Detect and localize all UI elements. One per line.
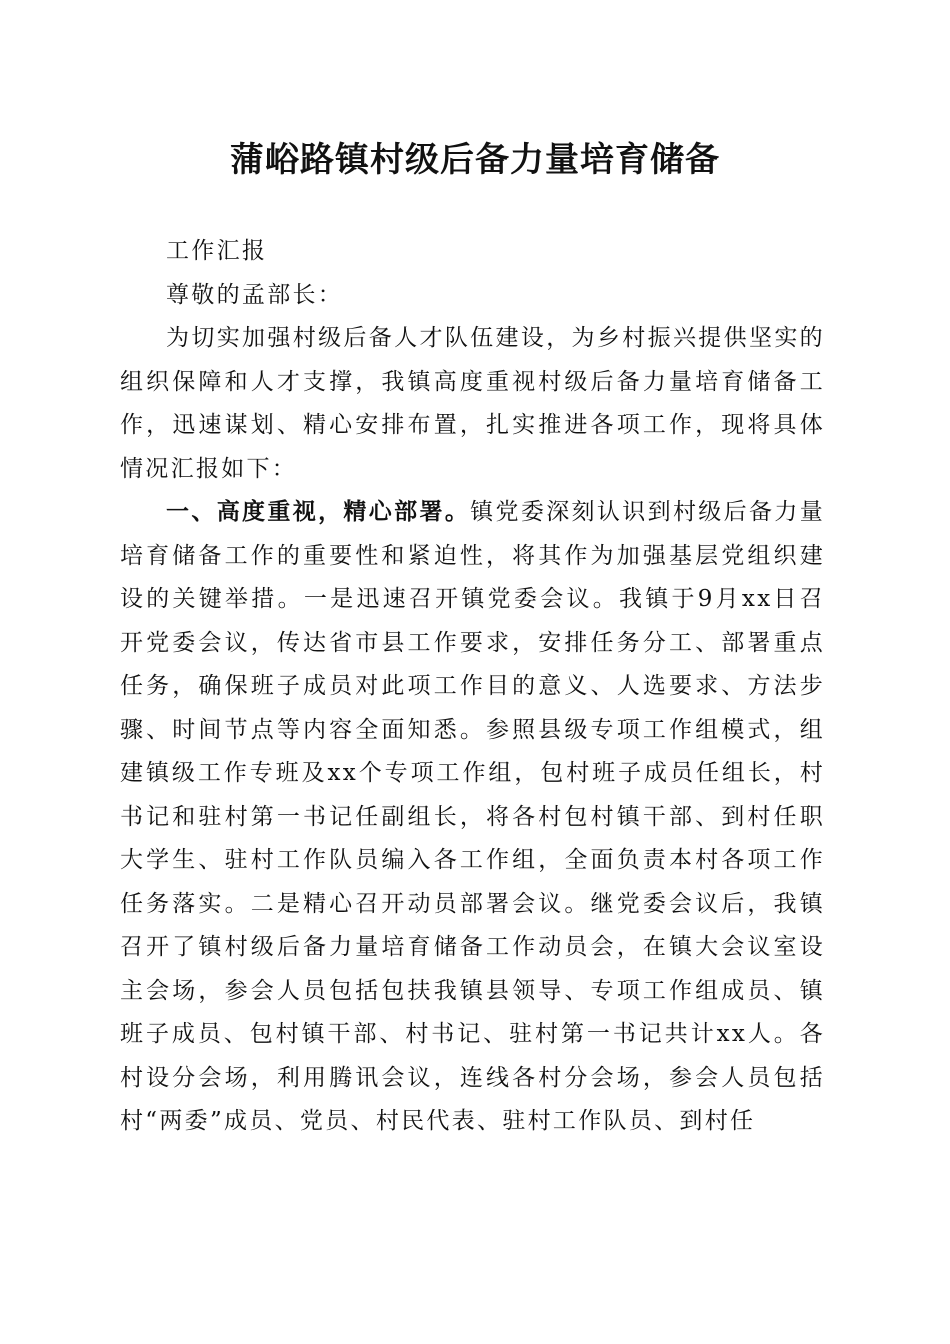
section-one-paragraph [120,491,825,1144]
document-title: 蒲峪路镇村级后备力量培育储备 [230,140,720,180]
section-one-heading: 一、高度重视，精心部署。 [166,499,471,525]
subtitle-line: 工作汇报 [166,238,268,264]
section-one-body: 镇党委深刻认识到村级后备力量培育储备工作的重要性和紧迫性，将其作为加强基层党组织建设的关键举措。一是迅速召开镇党委会议。我镇于9月xx日召开党委会议，传达省市县工作要求，安排任务分工、部署重点任务，确保班子成员对此项工作目的意义、人选要求、方法步骤、时间节点等内容全面知悉。参照县级专项工作组模式，组建镇级工作专班及xx个专项工作组，包村班子成员任组长，村书记和驻村第一书记任副组长，将各村包村镇干部、到村任职大学生、驻村工作队员编入各工作组，全面负责本村各项工作任务落实。二是精心召开动员部署会议。继党委会议后，我镇召开了镇村级后备力量培育储备工作动员会，在镇大会议室设主会场，参会人员包括包扶我镇县领导、专项工作组成员、镇班子成员、包村镇干部、村书记、驻村第一书记共计xx人。各村设分会场，利用腾讯会议，连线各村分会场，参会人员包括村“两委”成员、党员、村民代表、驻村工作队员、到村任 [120,499,825,1134]
salutation: 尊敬的孟部长： [166,281,344,308]
intro-paragraph: 为切实加强村级后备人才队伍建设，为乡村振兴提供坚实的组织保障和人才支撑，我镇高度重视村级后备力量培育储备工作，迅速谋划、精心安排布置，扎实推进各项工作，现将具体情况汇报如下： [120,325,825,482]
document-body [120,230,825,1144]
